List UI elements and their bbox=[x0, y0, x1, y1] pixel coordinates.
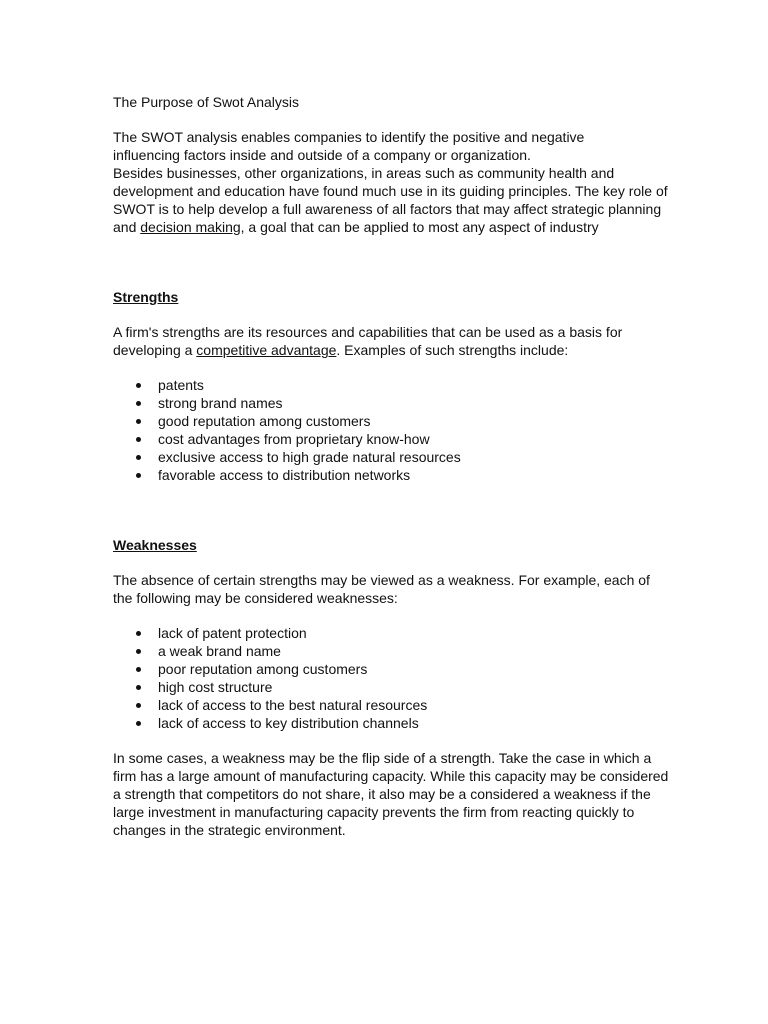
list-item bbox=[113, 376, 673, 394]
bullet-icon bbox=[136, 667, 141, 672]
list-item bbox=[113, 448, 673, 466]
document-title: The Purpose of Swot Analysis bbox=[113, 94, 299, 110]
list-item-text: good reputation among customers bbox=[158, 413, 371, 429]
document-page bbox=[113, 93, 673, 839]
spacer bbox=[113, 359, 673, 376]
list-item bbox=[113, 412, 673, 430]
weaknesses-description: The absence of certain strengths may be viewed as a weakness. For example, each of the following may be considered weaknesses: bbox=[113, 572, 650, 606]
bullet-icon bbox=[136, 685, 141, 690]
intro-line-1: The SWOT analysis enables companies to identify the positive and negative bbox=[113, 129, 585, 145]
bullet-icon bbox=[136, 419, 141, 424]
strengths-list bbox=[113, 376, 673, 484]
bullet-icon bbox=[136, 401, 141, 406]
bullet-icon bbox=[136, 383, 141, 388]
bullet-icon bbox=[136, 473, 141, 478]
weaknesses-heading: Weaknesses bbox=[113, 537, 197, 553]
weaknesses-list bbox=[113, 624, 673, 732]
bullet-icon bbox=[136, 455, 141, 460]
bullet-icon bbox=[136, 721, 141, 726]
spacer bbox=[113, 732, 673, 749]
list-item-text: lack of access to key distribution channels bbox=[158, 715, 419, 731]
list-item bbox=[113, 394, 673, 412]
list-item-text: poor reputation among customers bbox=[158, 661, 368, 677]
intro-p2-text: Besides businesses, other organizations, in areas such as community health and development and education have found much use in its guiding principles. The key role of SWOT is to help develop a full awareness of all factors that may affect strategic planning and bbox=[113, 165, 668, 235]
list-item bbox=[113, 678, 673, 696]
spacer bbox=[113, 306, 673, 323]
list-item-text: strong brand names bbox=[158, 395, 283, 411]
bullet-icon bbox=[136, 631, 141, 636]
list-item-text: lack of patent protection bbox=[158, 625, 307, 641]
bullet-icon bbox=[136, 649, 141, 654]
bullet-icon bbox=[136, 437, 141, 442]
list-item bbox=[113, 430, 673, 448]
strengths-heading: Strengths bbox=[113, 289, 179, 305]
intro-paragraph-1 bbox=[113, 128, 673, 164]
strengths-description bbox=[113, 323, 673, 359]
weaknesses-closing-paragraph: In some cases, a weakness may be the flip side of a strength. Take the case in which a firm has a large amount of manufacturing capacity. While this capacity may be considered a strength that competitors do not share, it also may be a considered a weakness if the large investment in manufacturing capacity prevents the firm from reacting quickly to changes in the strategic environment. bbox=[113, 750, 669, 838]
strengths-desc-text: A firm's strengths are its resources and capabilities that can be used as a basis for developing a bbox=[113, 324, 623, 358]
list-item-text: patents bbox=[158, 377, 204, 393]
list-item bbox=[113, 624, 673, 642]
strengths-desc-tail: . Examples of such strengths include: bbox=[336, 342, 569, 358]
bullet-icon bbox=[136, 703, 141, 708]
spacer bbox=[113, 236, 673, 288]
intro-line-2: influencing factors inside and outside of a company or organization. bbox=[113, 147, 531, 163]
list-item bbox=[113, 696, 673, 714]
list-item bbox=[113, 714, 673, 732]
list-item bbox=[113, 660, 673, 678]
list-item-text: high cost structure bbox=[158, 679, 273, 695]
list-item-text: a weak brand name bbox=[158, 643, 281, 659]
spacer bbox=[113, 607, 673, 624]
list-item bbox=[113, 466, 673, 484]
competitive-advantage-link[interactable]: competitive advantage bbox=[196, 342, 337, 358]
list-item-text: lack of access to the best natural resources bbox=[158, 697, 428, 713]
list-item-text: cost advantages from proprietary know-how bbox=[158, 431, 430, 447]
spacer bbox=[113, 484, 673, 536]
list-item-text: exclusive access to high grade natural resources bbox=[158, 449, 461, 465]
intro-paragraph-2 bbox=[113, 164, 673, 236]
list-item-text: favorable access to distribution networks bbox=[158, 467, 411, 483]
spacer bbox=[113, 554, 673, 571]
decision-making-link[interactable]: decision making bbox=[140, 219, 241, 235]
intro-p2-tail: , a goal that can be applied to most any aspect of industry bbox=[240, 219, 599, 235]
list-item bbox=[113, 642, 673, 660]
spacer bbox=[113, 111, 673, 128]
